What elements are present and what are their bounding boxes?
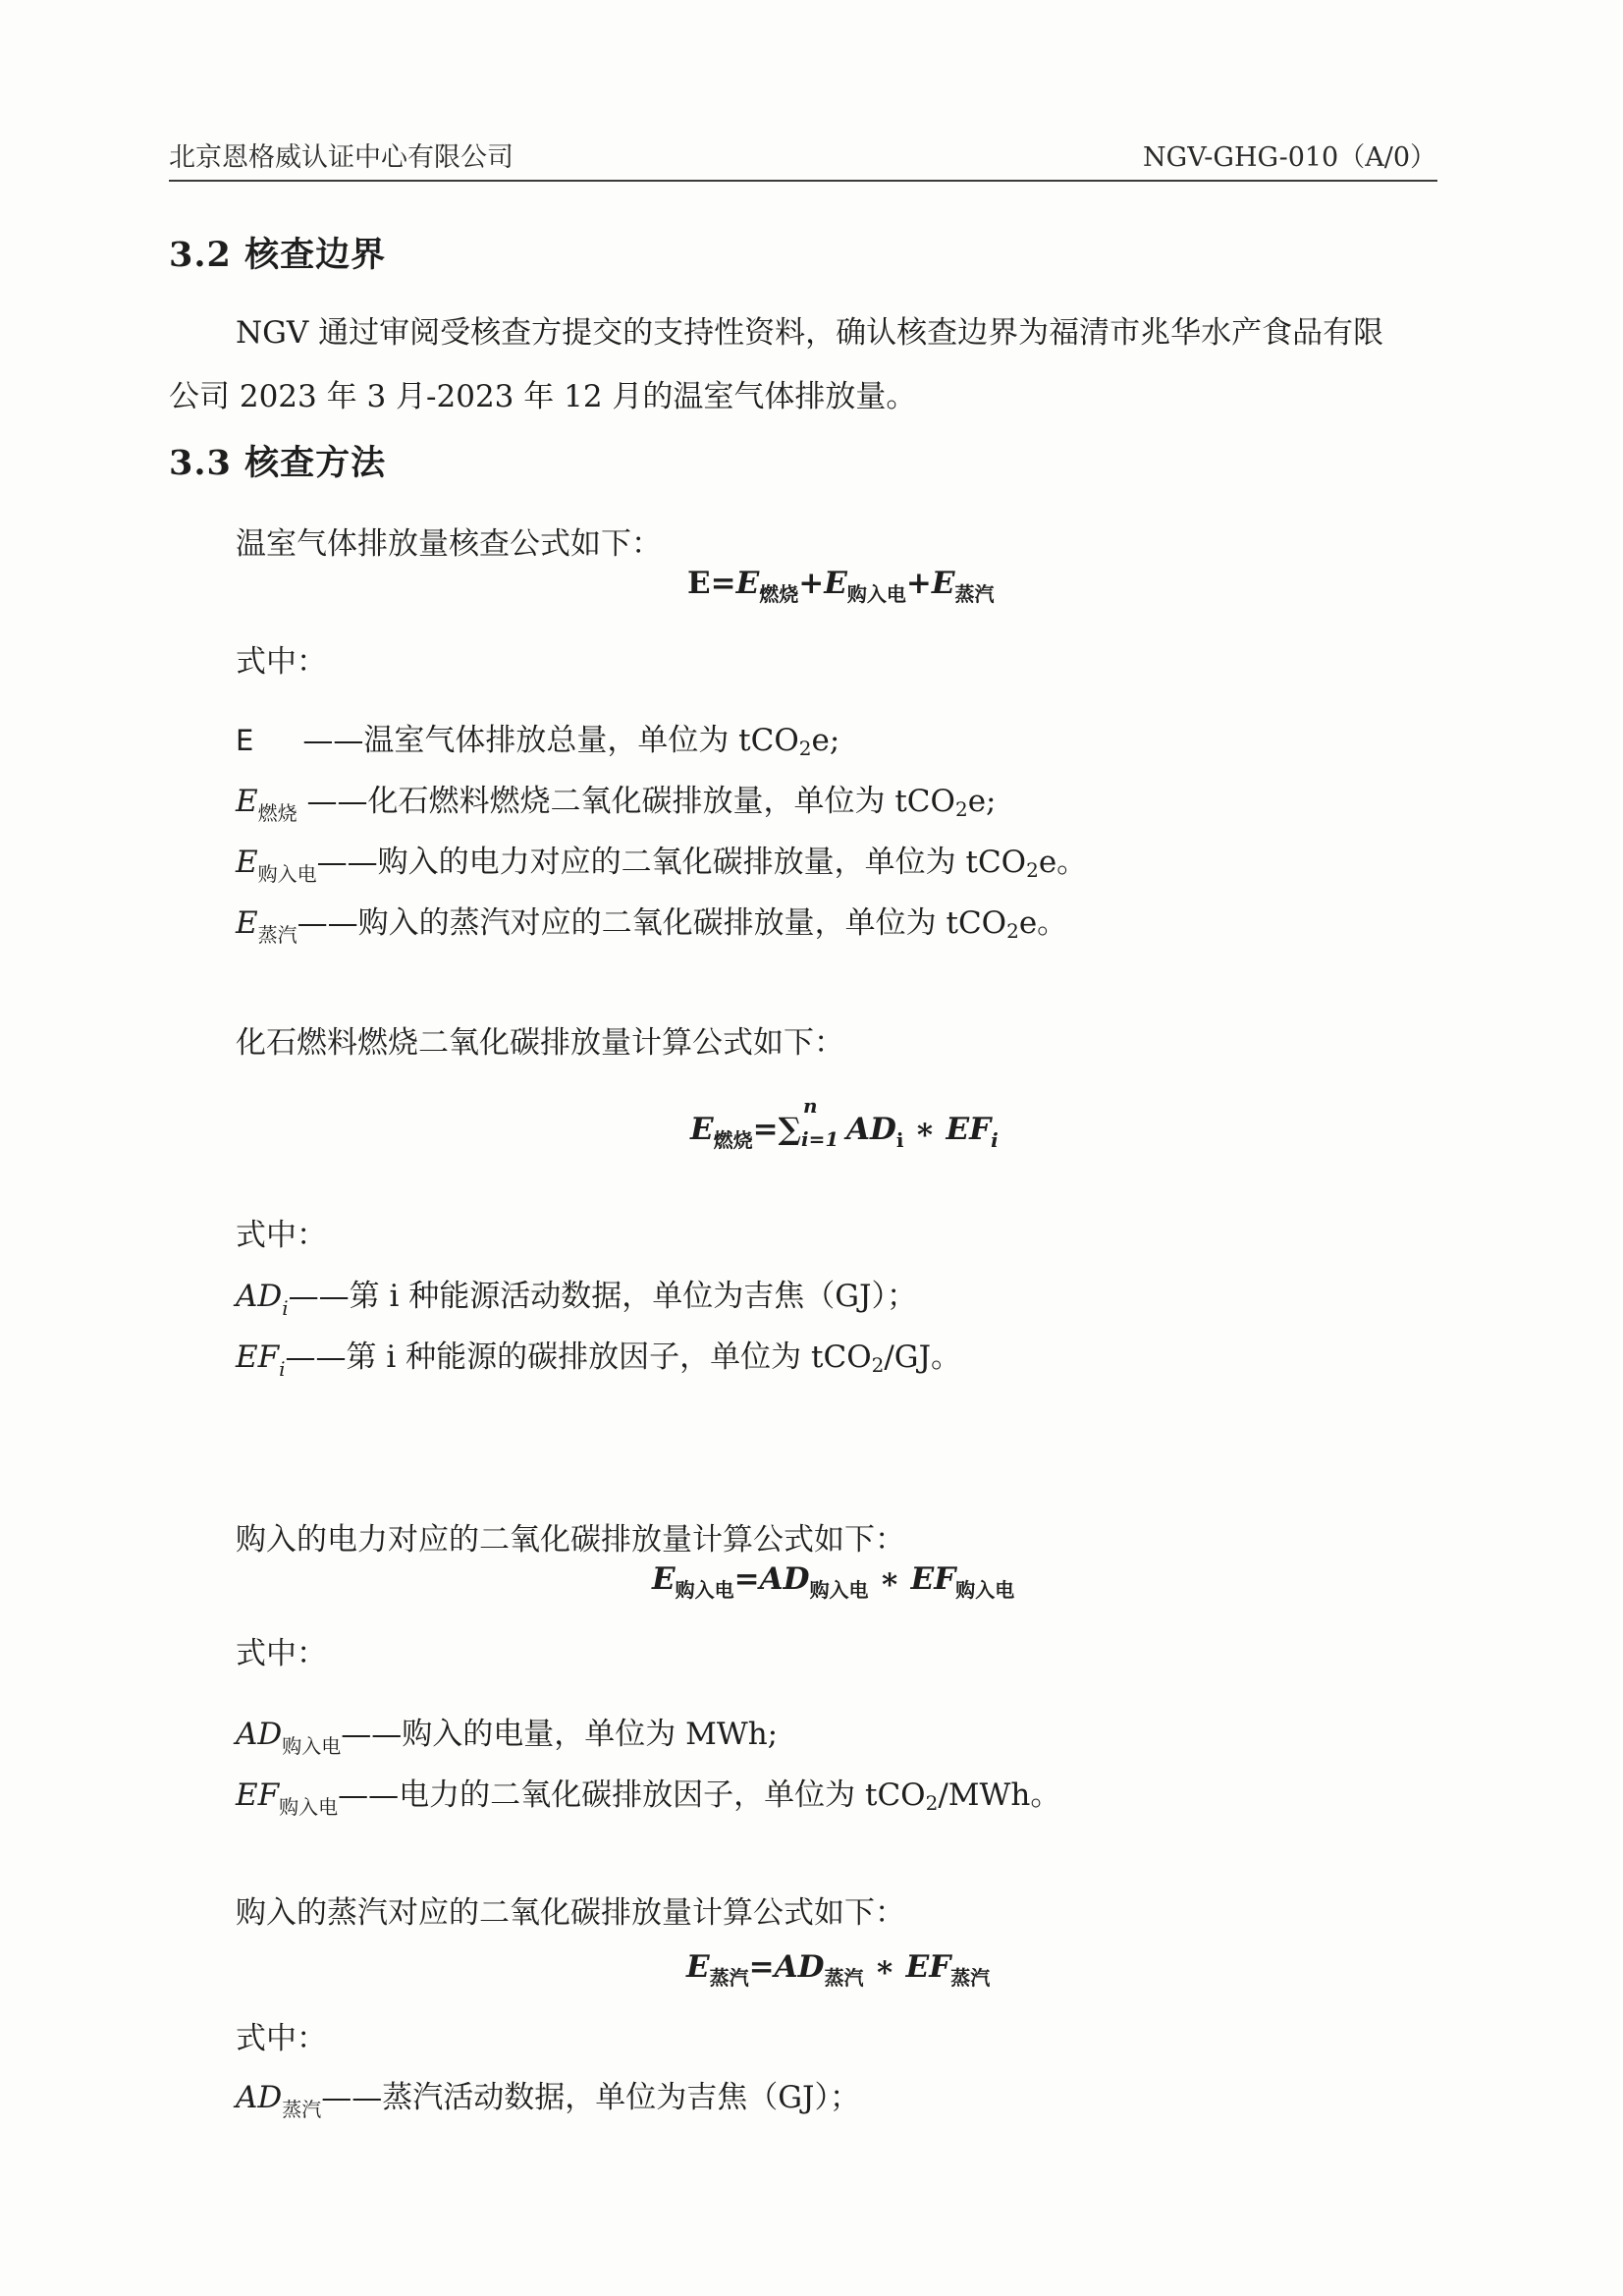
steam-formula-intro: 购入的蒸汽对应的二氧化碳排放量计算公式如下： [236, 1895, 905, 1931]
formula-purchased-steam: $E_{蒸汽}=AD_{蒸汽}$ ∗ $EF_{蒸汽}$ [686, 1949, 991, 1990]
header-doc-code: NGV-GHG-010（A/0） [1143, 142, 1436, 173]
where-label-4: 式中： [236, 2021, 327, 2056]
formula-fossil-combustion: $E_{燃烧}=\sum$ n i=1 $AD_i$ ∗ $EF_i$ [690, 1094, 999, 1152]
def-total-emission: E ——温室气体排放总量，单位为 tCO2e; [236, 723, 840, 760]
section-3-3-title: 3.3 核查方法 [169, 443, 387, 483]
def-activity-data-i: $AD_i——$第 i 种能源活动数据，单位为吉焦（GJ）； [236, 1279, 917, 1320]
section-3-2-para-line1: NGV 通过审阅受核查方提交的支持性资料，确认核查边界为福清市兆华水产食品有限 [236, 315, 1384, 351]
formula-purchased-electricity: $E_{购入电}=AD_{购入电}$ ∗ $EF_{购入电}$ [652, 1561, 1015, 1602]
def-activity-data-steam: $AD_{蒸汽}——$蒸汽活动数据，单位为吉焦（GJ）； [236, 2080, 860, 2121]
def-emission-factor-electricity: $EF_{购入电}——$电力的二氧化碳排放因子，单位为 tCO2/MWh。 [236, 1777, 1061, 1819]
ghg-formula-intro: 温室气体排放量核查公式如下： [236, 526, 662, 562]
section-3-2-title: 3.2 核查边界 [169, 235, 387, 275]
where-label-1: 式中： [236, 644, 327, 680]
def-purchased-electricity: $E_{购入电}——$购入的电力对应的二氧化碳排放量，单位为 tCO2e。 [236, 845, 1088, 886]
def-fuel-combustion: $E_{燃烧}$ ——化石燃料燃烧二氧化碳排放量，单位为 tCO2e; [236, 784, 997, 825]
header-company: 北京恩格威认证中心有限公司 [169, 142, 514, 173]
header-rule [169, 180, 1437, 182]
where-label-2: 式中： [236, 1218, 327, 1253]
formula-total-emissions: $E=E_{燃烧}+E_{购入电}+E_{蒸汽}$ [687, 566, 995, 606]
def-purchased-steam: $E_{蒸汽}——$购入的蒸汽对应的二氧化碳排放量，单位为 tCO2e。 [236, 905, 1068, 947]
def-activity-data-electricity: $AD_{购入电}——$购入的电量，单位为 MWh; [236, 1717, 779, 1758]
def-emission-factor-i: $EF_i——$第 i 种能源的碳排放因子，单位为 tCO2/GJ。 [236, 1339, 961, 1381]
fossil-formula-intro: 化石燃料燃烧二氧化碳排放量计算公式如下： [236, 1025, 844, 1061]
where-label-3: 式中： [236, 1636, 327, 1671]
section-3-2-para-line2: 公司 2023 年 3 月-2023 年 12 月的温室气体排放量。 [169, 379, 917, 414]
elec-formula-intro: 购入的电力对应的二氧化碳排放量计算公式如下： [236, 1522, 905, 1558]
